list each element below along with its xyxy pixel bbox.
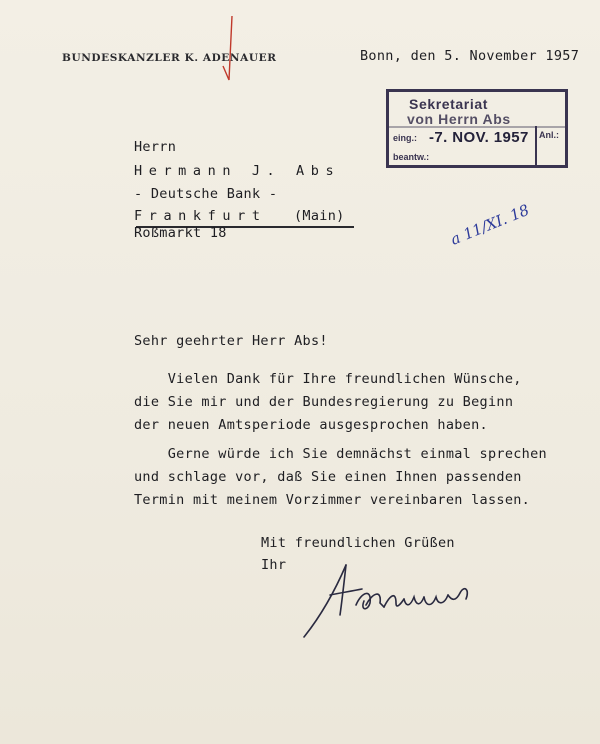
place-date: Bonn, den 5. November 1957: [360, 48, 580, 64]
stamp-line-2: von Herrn Abs: [407, 111, 511, 127]
red-check-mark: [221, 14, 241, 84]
stamp-column-divider: [535, 126, 537, 166]
paragraph-1-line: Vielen Dank für Ihre freundlichen Wünsche,: [134, 371, 522, 387]
stamp-eing-label: eing.:: [393, 133, 417, 143]
closing: Mit freundlichen Grüßen: [261, 535, 455, 551]
greeting: Sehr geehrter Herr Abs!: [134, 333, 328, 349]
address-salutation: Herrn: [134, 139, 177, 155]
stamp-date: -7. NOV. 1957: [429, 129, 529, 146]
paragraph-2-line: Gerne würde ich Sie demnächst einmal sprechen: [134, 446, 547, 462]
handwritten-note: a 11/XI. 18: [448, 200, 532, 249]
signature: [300, 555, 490, 645]
closing-ihr: Ihr: [261, 557, 287, 573]
stamp-anl-label: Anl.:: [539, 130, 559, 140]
paragraph-1-line: der neuen Amtsperiode ausgesprochen haben.: [134, 417, 488, 433]
address-company: - Deutsche Bank -: [134, 186, 278, 202]
received-stamp: [386, 89, 568, 168]
address-name: Hermann J. Abs: [134, 163, 341, 179]
address-city: Frankfurt: [134, 208, 267, 224]
paragraph-2-line: Termin mit meinem Vorzimmer vereinbaren lassen.: [134, 492, 531, 508]
address-street: Roßmarkt 18: [134, 225, 227, 241]
paragraph-2-line: und schlage vor, daß Sie einen Ihnen passenden: [134, 469, 522, 485]
letterhead: BUNDESKANZLER K. ADENAUER: [62, 52, 277, 64]
stamp-line-1: Sekretariat: [409, 96, 488, 112]
stamp-beantw-label: beantw.:: [393, 152, 430, 162]
address-city-suffix: (Main): [294, 208, 345, 224]
paragraph-1-line: die Sie mir und der Bundesregierung zu Beginn: [134, 394, 514, 410]
